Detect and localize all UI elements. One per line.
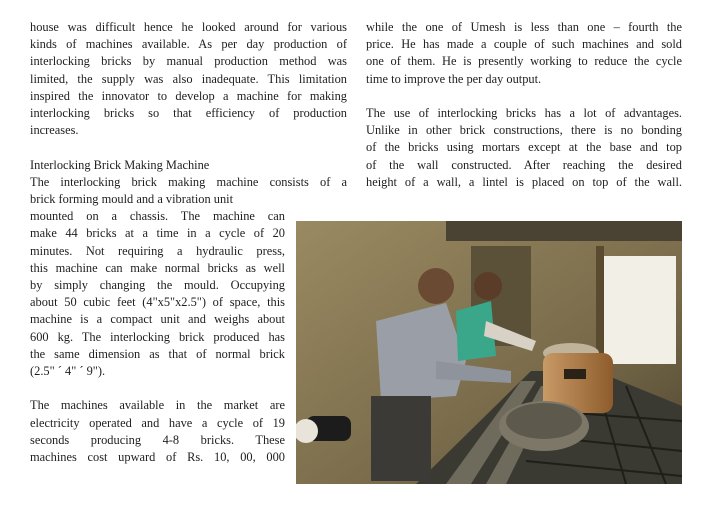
text-line: machine is a compact unit and weighs about xyxy=(30,312,285,327)
worker2-head xyxy=(474,272,502,300)
paragraph-price xyxy=(366,19,682,88)
text-line: interlocking bricks so that efficiency of production xyxy=(30,106,347,121)
text-line: electricity operated and have a cycle of 19 xyxy=(30,415,285,430)
text-line: time to improve the per day output. xyxy=(366,71,542,86)
text-line: price. He has made a couple of such machines and sold xyxy=(366,37,682,52)
text-line: inspired the innovator to develop a machine for making xyxy=(30,88,347,103)
text-line: about 50 cubic feet (4"x5"x2.5") of space, this xyxy=(30,295,285,310)
text-line: height of a wall, a lintel is placed on top of the wall. xyxy=(366,174,682,189)
text-line: of the wall constructed. After reaching the desired xyxy=(366,157,682,172)
paragraph-intro xyxy=(30,19,347,139)
text-line: 600 kg. The interlocking brick produced has xyxy=(30,329,285,344)
text-line: kinds of machines available. As per day production of xyxy=(30,37,347,52)
doorway xyxy=(604,256,676,364)
concrete-mix xyxy=(506,403,582,439)
roof-beams xyxy=(446,221,682,241)
text-line: seconds producing 4-8 bricks. These xyxy=(30,432,285,447)
worker-head xyxy=(418,268,454,304)
paragraph-advantages xyxy=(366,105,682,191)
text-line: the same dimension as that of normal brick xyxy=(30,346,285,361)
text-line: minutes. Not requiring a hydraulic press, xyxy=(30,243,285,258)
text-line: machines cost upward of Rs. 10, 00, 000 xyxy=(30,450,285,465)
text-line: make 44 bricks at a time in a cycle of 20 xyxy=(30,226,285,241)
text-line: (2.5" ´ 4" ´ 9"). xyxy=(30,364,106,379)
text-line: house was difficult hence he looked around for various xyxy=(30,20,347,34)
section-heading: Interlocking Brick Making Machine xyxy=(30,157,210,172)
text-line: limited, the supply was also inadequate. This limitation xyxy=(30,71,347,86)
text-line: this machine can make normal bricks as well xyxy=(30,260,285,275)
text-line: by simply changing the mould. Occupying xyxy=(30,278,285,293)
text-line: while the one of Umesh is less than one – fourth the xyxy=(366,20,682,34)
photo-illustration xyxy=(296,221,682,484)
drum-slot xyxy=(564,369,586,379)
text-line: one of them. He is presently working to reduce the cycle xyxy=(366,54,682,69)
text-line: Unlike in other brick constructions, there is no bonding xyxy=(366,123,682,138)
text-line: brick forming mould and a vibration unit xyxy=(30,192,234,207)
worker-trousers xyxy=(371,396,431,481)
text-line: interlocking bricks by manual production method was xyxy=(30,54,347,69)
text-line: The use of interlocking bricks has a lot of advantages. xyxy=(366,106,682,120)
workshop-photo xyxy=(296,221,682,484)
text-line: mounted on a chassis. The machine can xyxy=(30,209,285,224)
text-line: The machines available in the market are xyxy=(30,398,285,413)
text-line: The interlocking brick making machine consists of a xyxy=(30,174,347,189)
text-line: increases. xyxy=(30,123,79,138)
text-line: of the bricks using mortars except at the base and top xyxy=(366,140,682,155)
right-column xyxy=(366,19,682,191)
door-frame xyxy=(596,246,604,366)
